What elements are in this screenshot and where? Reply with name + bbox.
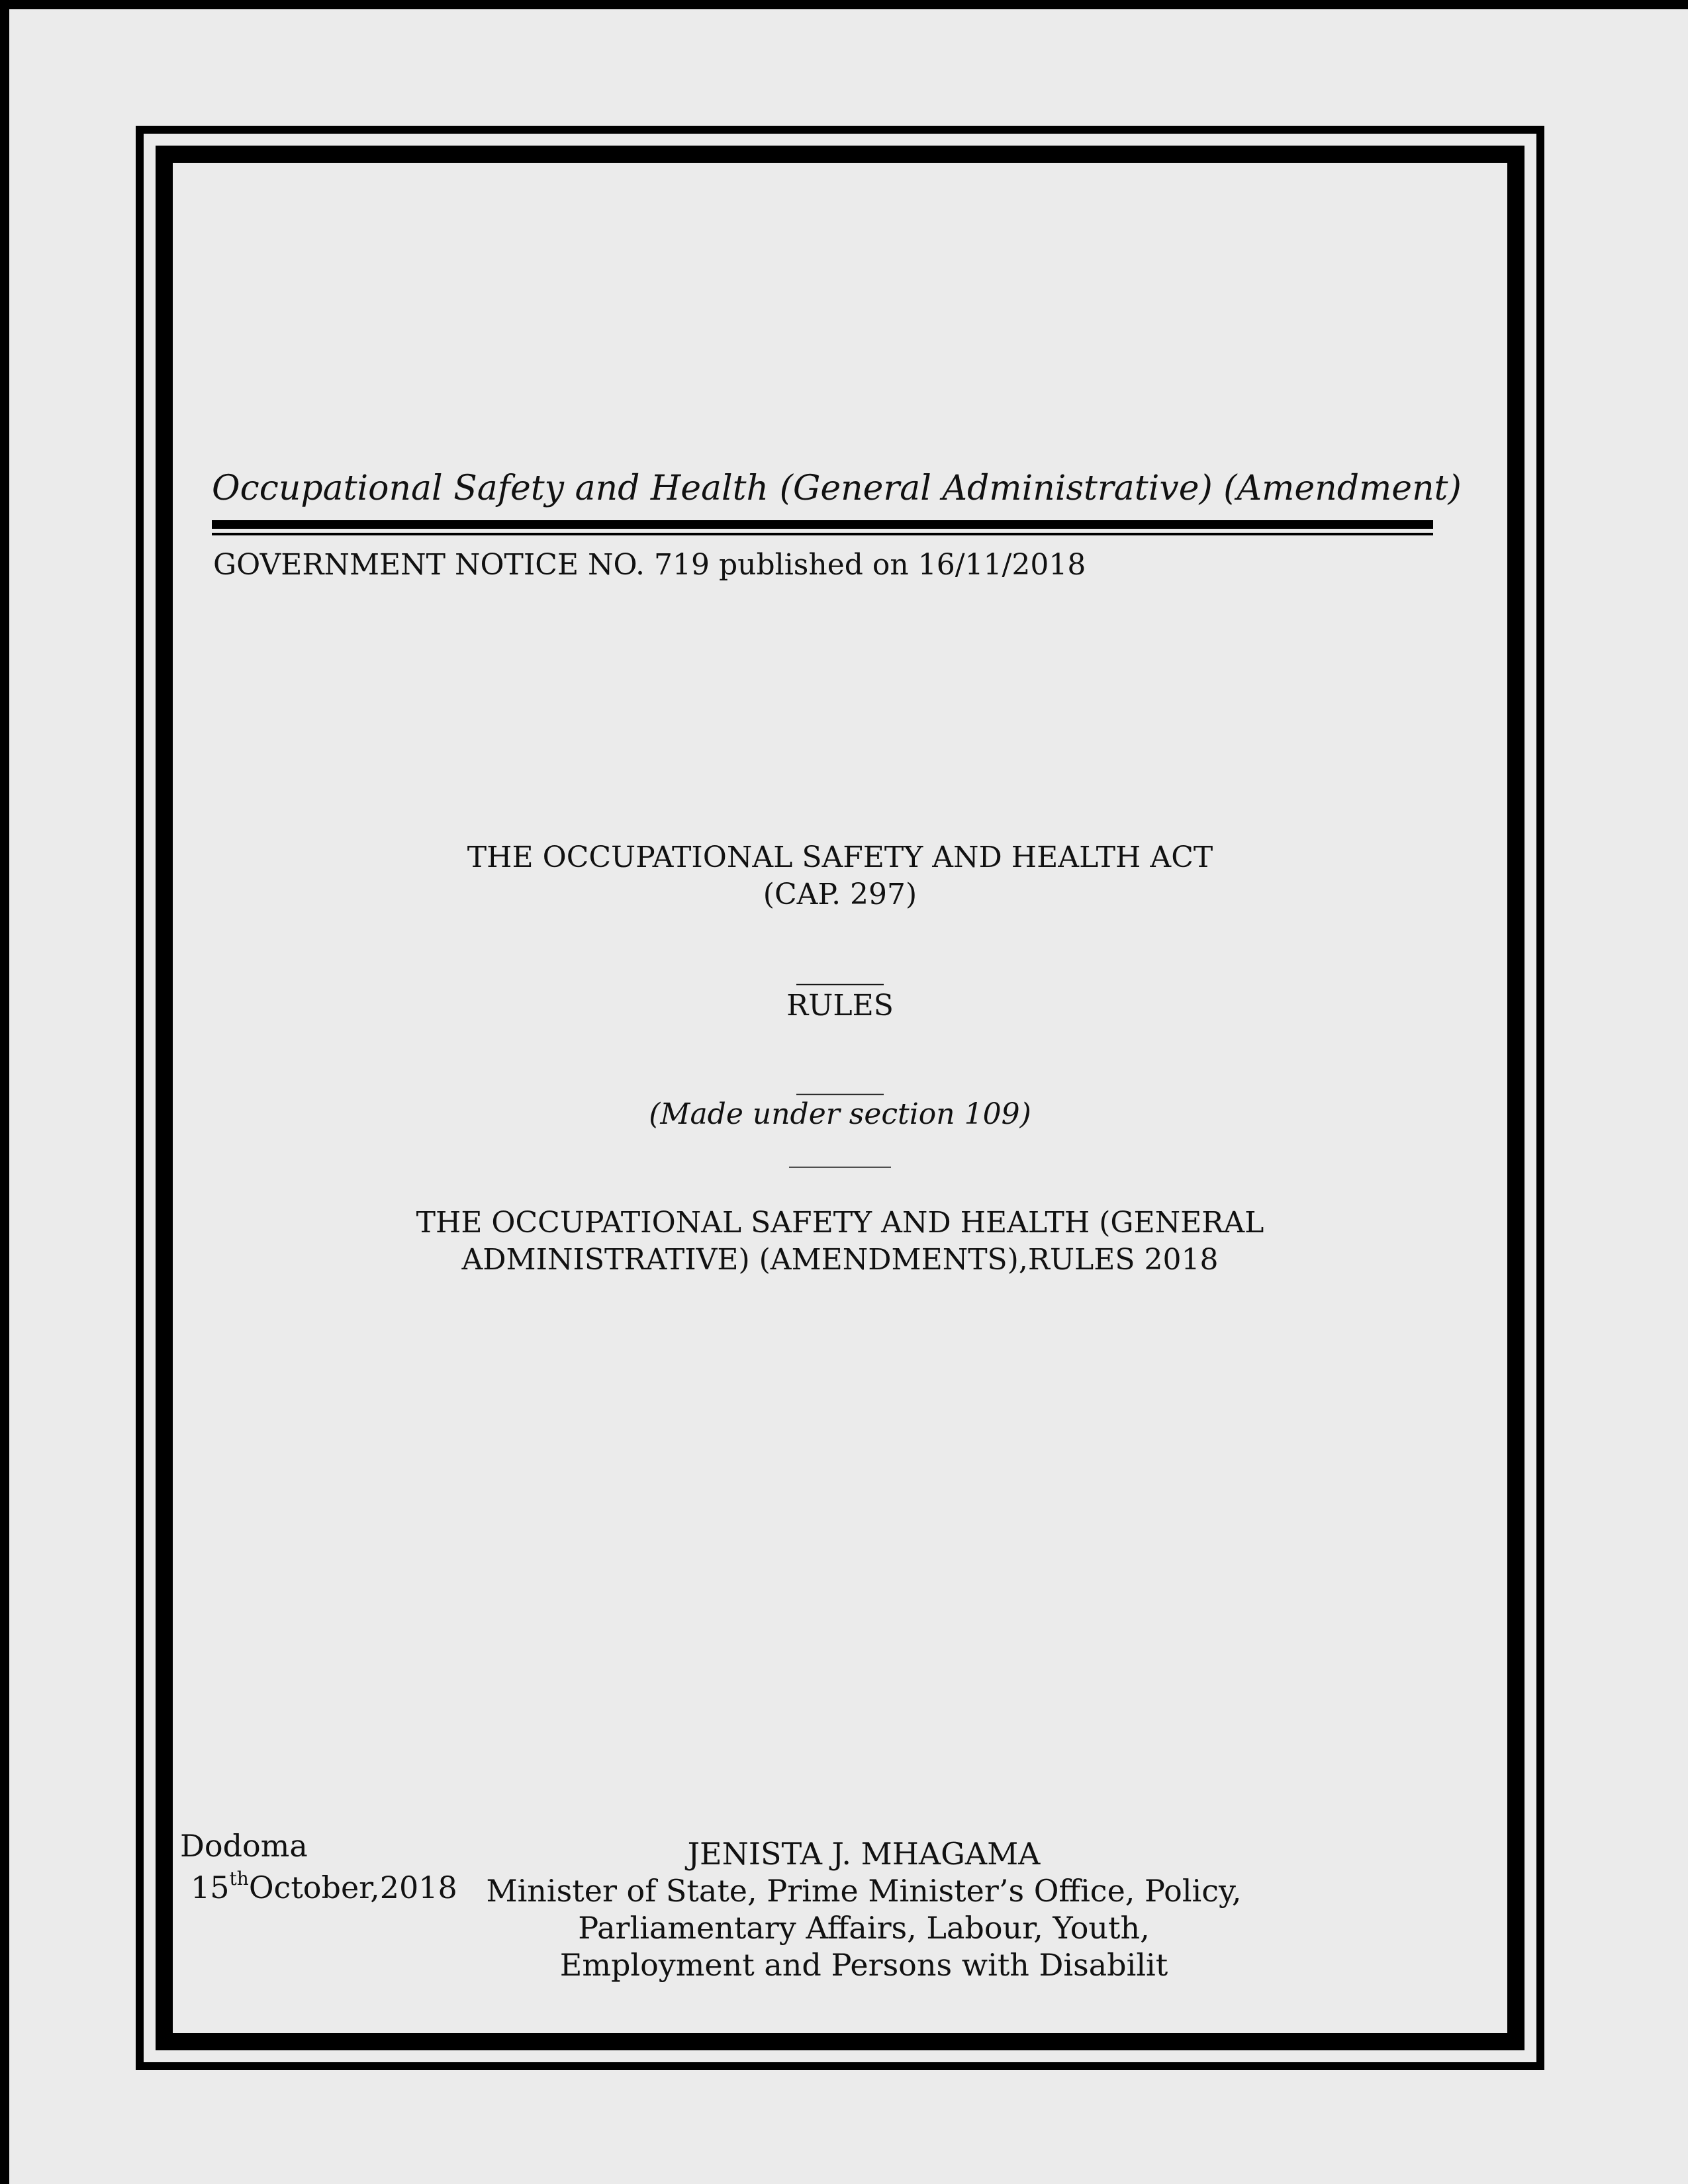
date-suffix: th bbox=[229, 1868, 249, 1889]
page-edge-top bbox=[0, 0, 1688, 9]
separator-1: ______ bbox=[796, 952, 884, 985]
act-cap: (CAP. 297) bbox=[763, 878, 917, 911]
signing-date bbox=[191, 1868, 457, 1905]
government-notice-line: GOVERNMENT NOTICE NO. 719 published on 16/11/2018 bbox=[213, 548, 1086, 582]
signatory-title-line-3: Employment and Persons with Disabilit bbox=[559, 1947, 1168, 1983]
made-under-section: (Made under section 109) bbox=[649, 1097, 1031, 1131]
page-edge-left bbox=[0, 0, 9, 2184]
separator-3: _______ bbox=[789, 1134, 891, 1168]
signing-place: Dodoma bbox=[180, 1828, 308, 1864]
signatory-title-line-2: Parliamentary Affairs, Labour, Youth, bbox=[578, 1910, 1150, 1946]
signatory-title-line-1: Minister of State, Prime Minister’s Office, Policy, bbox=[486, 1873, 1242, 1909]
header-rule-thin bbox=[212, 533, 1433, 535]
date-rest: October,2018 bbox=[248, 1870, 457, 1905]
date-day: 15 bbox=[191, 1870, 230, 1905]
separator-2: ______ bbox=[796, 1062, 884, 1095]
act-title: THE OCCUPATIONAL SAFETY AND HEALTH ACT bbox=[467, 841, 1213, 874]
header-rule-thick bbox=[212, 520, 1433, 529]
document-header-title: Occupational Safety and Health (General Administrative) (Amendment) bbox=[212, 469, 1462, 508]
rules-title-line-1: THE OCCUPATIONAL SAFETY AND HEALTH (GENERAL bbox=[416, 1206, 1264, 1240]
signatory-name: JENISTA J. MHAGAMA bbox=[687, 1836, 1041, 1872]
rules-label: RULES bbox=[786, 989, 894, 1023]
rules-title-line-2: ADMINISTRATIVE) (AMENDMENTS),RULES 2018 bbox=[461, 1243, 1219, 1277]
